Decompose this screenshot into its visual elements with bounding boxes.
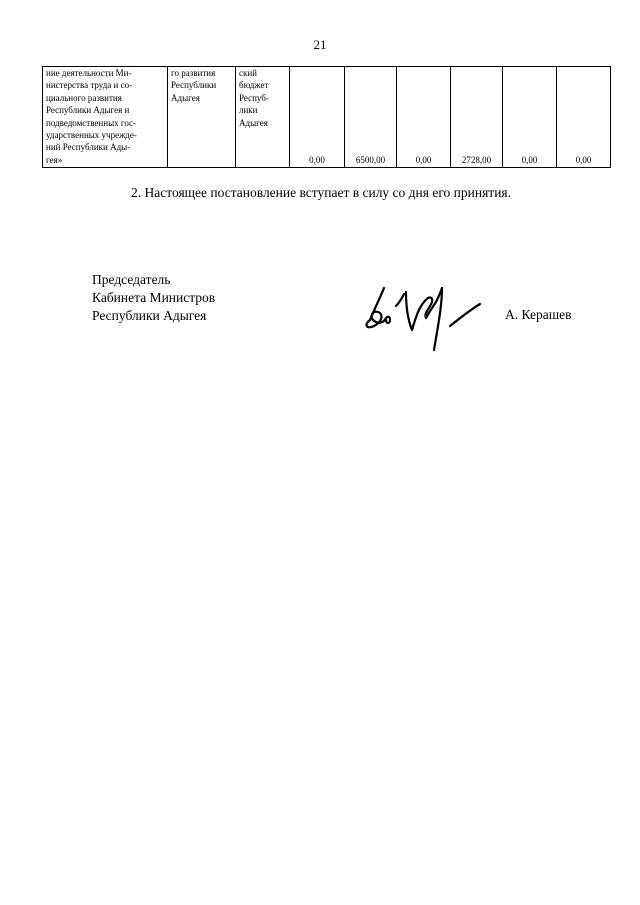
description-cell [43, 67, 168, 168]
funding-source-line: ский [239, 68, 257, 78]
signatory-title-line: Кабинета Министров [92, 290, 216, 305]
description-line: циального развития [46, 92, 122, 103]
budget-table [42, 66, 611, 168]
value-cell: 0,00 [557, 67, 611, 168]
signatory-title [92, 271, 215, 325]
description-line: гея» [46, 154, 63, 165]
value-cell: 0,00 [503, 67, 557, 168]
executor-cell [168, 67, 236, 168]
description-line: нистерства труда и со- [46, 80, 133, 91]
funding-source-line: лики [239, 105, 258, 116]
description-line: ние деятельности Ми- [46, 68, 132, 78]
funding-source-line: Респуб- [239, 92, 269, 103]
signatory-title-line: Республики Адыгея [92, 308, 207, 323]
description-line: подведомственных гос- [46, 117, 137, 128]
executor-line: Республики [171, 80, 217, 91]
funding-source-line: Адыгея [239, 117, 268, 128]
signer-name: А. Керашев [505, 307, 572, 322]
funding-source-line: бюджет [239, 80, 269, 91]
value-cell: 0,00 [397, 67, 451, 168]
funding-source-cell [236, 67, 290, 168]
decree-paragraph: 2. Настоящее постановление вступает в силу со дня его принятия. [131, 185, 512, 200]
signatory-title-line: Председатель [92, 272, 171, 287]
executor-line: го развития [171, 68, 216, 78]
executor-line: Адыгея [171, 92, 200, 103]
description-line: ударственных учрежде- [46, 130, 137, 141]
value-cell: 0,00 [290, 67, 345, 168]
description-line: ний Республики Ады- [46, 142, 131, 153]
table-row [43, 67, 611, 168]
description-line: Республики Адыгея и [46, 105, 130, 116]
page-number: 21 [313, 37, 327, 52]
value-cell: 6500,00 [345, 67, 397, 168]
handwritten-signature [362, 276, 492, 352]
value-cell: 2728,00 [451, 67, 503, 168]
